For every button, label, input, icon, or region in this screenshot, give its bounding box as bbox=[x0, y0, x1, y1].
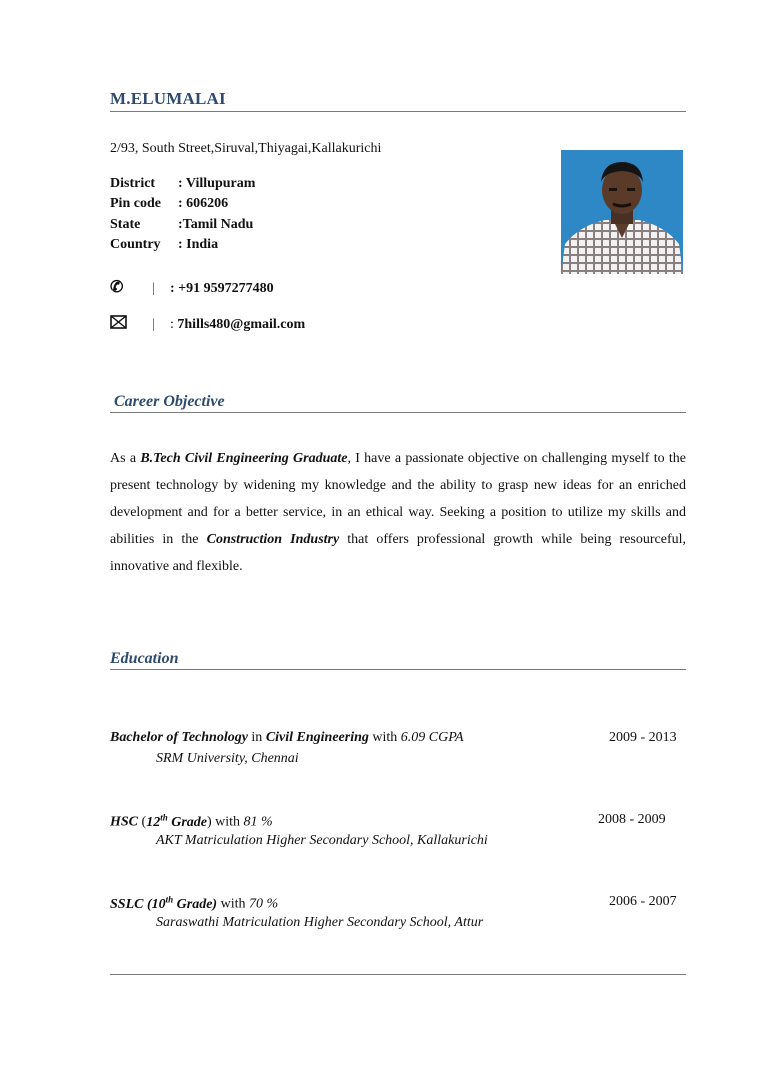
page-bottom-divider bbox=[110, 974, 686, 975]
detail-label: Country bbox=[110, 237, 161, 252]
career-objective-heading: Career Objective bbox=[114, 393, 225, 410]
edu-text: ) bbox=[206, 814, 212, 830]
education-divider bbox=[110, 669, 686, 670]
edu-text: ( bbox=[138, 814, 147, 830]
candidate-name: M.ELUMALAI bbox=[110, 89, 226, 108]
degree-field: Civil Engineering bbox=[265, 730, 369, 745]
degree-title: SSLC (10 bbox=[110, 896, 166, 912]
detail-label: Pin code bbox=[110, 196, 161, 211]
education-institution: AKT Matriculation Higher Secondary School, Kallakurichi bbox=[156, 833, 488, 848]
grade-word: Grade bbox=[167, 814, 207, 830]
email-address[interactable]: 7hills480@gmail.com bbox=[177, 317, 306, 332]
objective-industry: Construction Industry bbox=[206, 532, 340, 547]
envelope-icon bbox=[110, 315, 152, 333]
education-heading: Education bbox=[110, 650, 179, 667]
email-row bbox=[110, 315, 305, 333]
detail-value: : 606206 bbox=[178, 196, 229, 211]
degree-score: 81 % bbox=[243, 814, 273, 830]
grade-suffix: th bbox=[165, 894, 174, 904]
profile-photo bbox=[561, 150, 683, 274]
grade-suffix: th bbox=[160, 812, 168, 822]
education-item-hsc bbox=[110, 812, 273, 831]
detail-label: District bbox=[110, 176, 156, 191]
education-years: 2009 - 2013 bbox=[609, 730, 677, 745]
detail-value: :Tamil Nadu bbox=[178, 217, 254, 232]
education-years: 2008 - 2009 bbox=[598, 812, 666, 827]
grade-number: 12 bbox=[146, 814, 161, 830]
edu-text: with bbox=[368, 730, 401, 745]
degree-score: 6.09 CGPA bbox=[400, 730, 464, 745]
name-divider bbox=[110, 111, 686, 112]
education-item-btech bbox=[110, 730, 464, 746]
career-divider bbox=[110, 412, 686, 413]
objective-text: that offers professional growth while being resourceful, innovative and flexible. bbox=[110, 532, 687, 574]
detail-state bbox=[110, 217, 253, 233]
grade-word: Grade) bbox=[173, 896, 218, 912]
separator: | bbox=[152, 281, 155, 296]
phone-row bbox=[110, 277, 274, 297]
degree-title: HSC bbox=[110, 814, 139, 830]
email-prefix: : bbox=[170, 317, 174, 332]
education-institution: SRM University, Chennai bbox=[156, 751, 299, 766]
objective-text: , I have a passionate objective on challenging myself to the present technology by widening my knowledge and the ability to grasp new ideas for an enriched development and for a better service, in an ethical way. Seeking a position to utilize my skills and abilities in the bbox=[110, 451, 686, 547]
edu-text: with bbox=[211, 814, 244, 830]
edu-text: with bbox=[217, 896, 249, 912]
education-institution: Saraswathi Matriculation Higher Secondary School, Attur bbox=[156, 915, 484, 930]
phone-icon: ✆ bbox=[110, 279, 124, 296]
separator: | bbox=[152, 317, 155, 332]
detail-district bbox=[110, 176, 255, 192]
detail-country bbox=[110, 237, 218, 253]
career-objective-text bbox=[110, 445, 686, 580]
detail-pincode bbox=[110, 196, 228, 212]
education-item-sslc bbox=[110, 894, 278, 913]
edu-text: in bbox=[247, 730, 266, 745]
detail-value: : Villupuram bbox=[178, 176, 256, 191]
detail-value: : India bbox=[178, 237, 219, 252]
detail-label: State bbox=[110, 217, 141, 232]
address: 2/93, South Street,Siruval,Thiyagai,Kallakurichi bbox=[110, 141, 382, 156]
objective-degree: B.Tech Civil Engineering Graduate bbox=[140, 451, 348, 466]
degree-score: 70 % bbox=[248, 896, 279, 912]
education-years: 2006 - 2007 bbox=[609, 894, 677, 909]
degree-title: Bachelor of Technology bbox=[110, 730, 248, 745]
phone-number: : +91 9597277480 bbox=[170, 281, 274, 296]
objective-text: As a bbox=[110, 451, 141, 466]
